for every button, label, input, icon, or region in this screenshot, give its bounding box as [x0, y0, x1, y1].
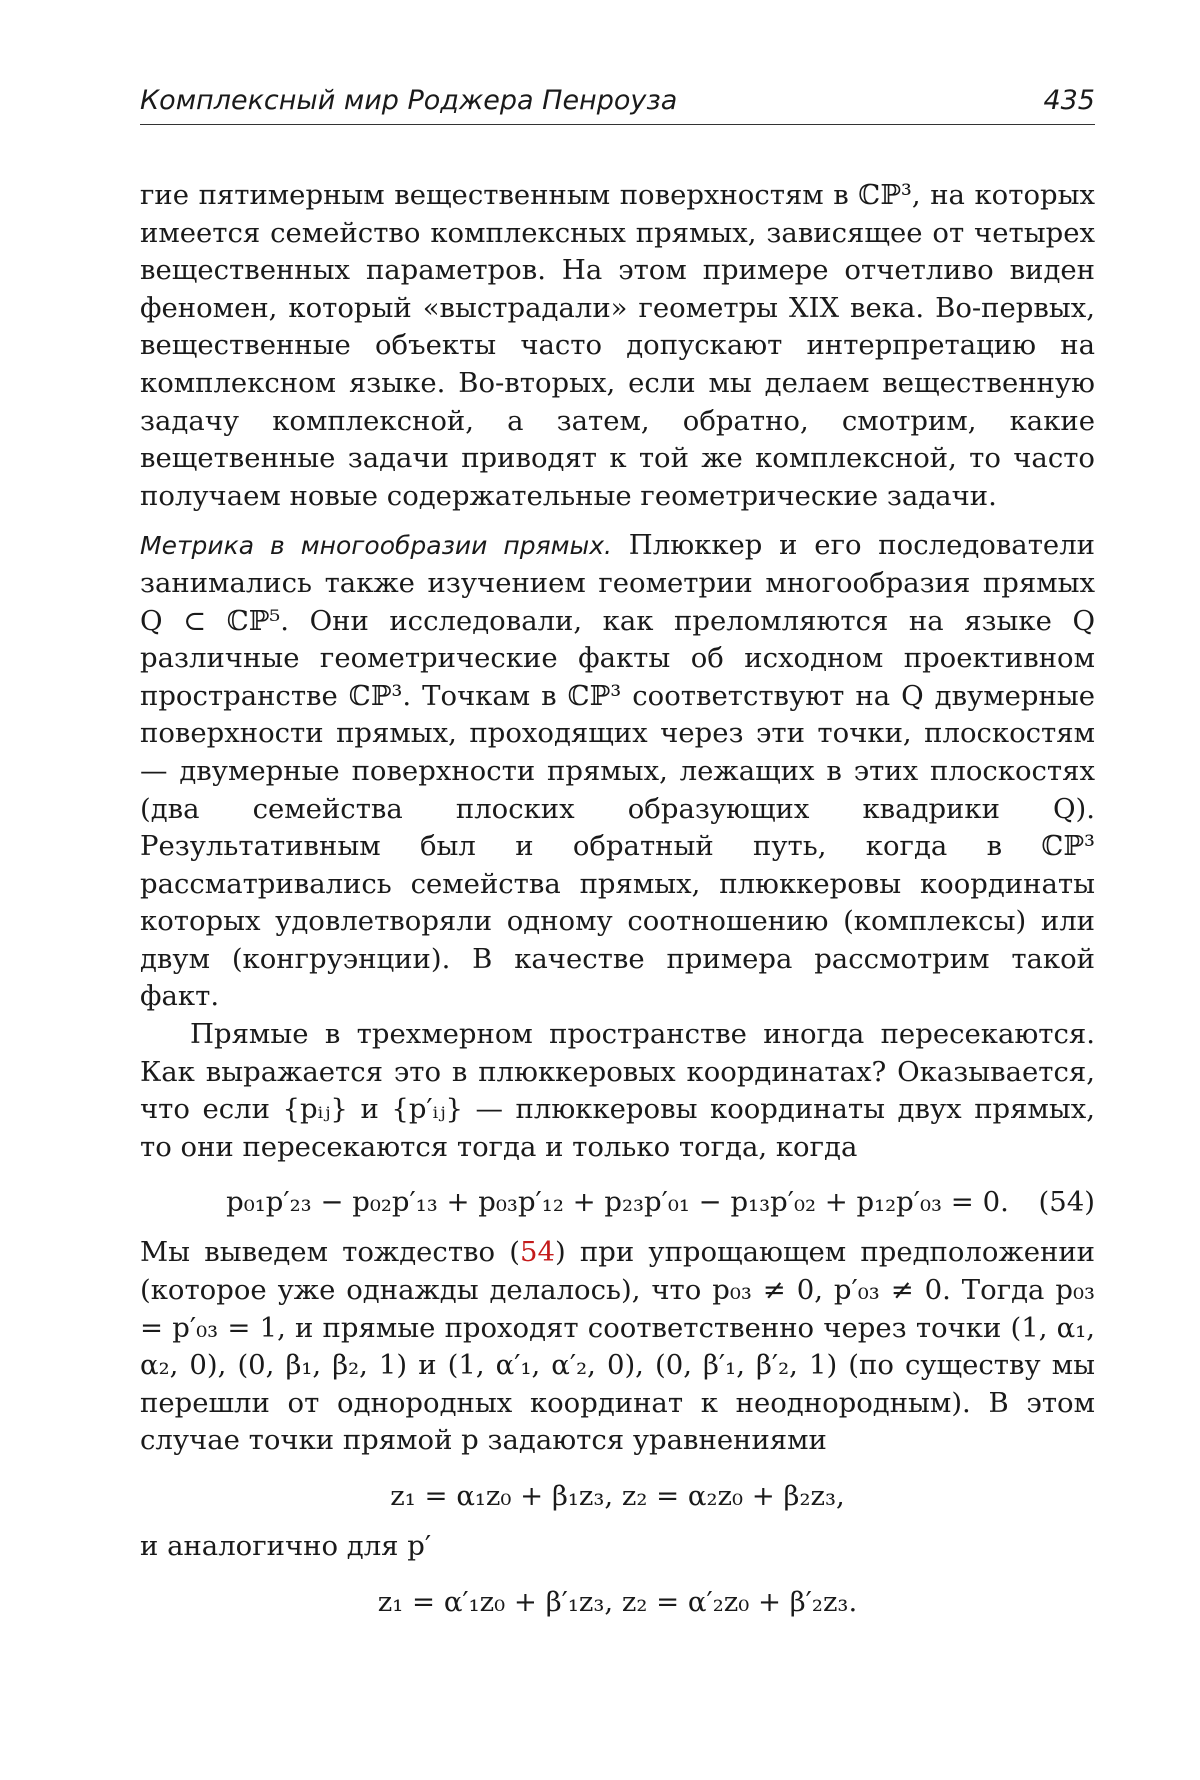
page-number: 435 [1043, 85, 1095, 116]
equation-reference-link[interactable]: 54 [520, 1236, 556, 1269]
section-heading: Метрика в многообразии прямых. [140, 531, 612, 561]
paragraph-2-text: Плюккер и его последователи занимались также изучением геометрии многообразия прямых Q ⊂ ℂℙ⁵. Они исследовали, как преломляются на языке Q различные геометрические факты об исходном проективном пространстве ℂℙ³. Точкам в ℂℙ³ соответствуют на Q двумерные поверхности прямых, проходящих через эти точки, плоскостям — двумерные поверхности прямых, лежащих в этих плоскостях (два семейства плоских образующих квадрики Q). Результативным был и обратный путь, когда в ℂℙ³ рассматривались семейства прямых, плюккеровы координаты которых удовлетворяли одному соотношению (комплексы) или двум (конгруэнции). В качестве примера рассмотрим такой факт. [140, 529, 1095, 1013]
equation-54 [140, 1180, 1095, 1224]
equation-54-body: p₀₁p′₂₃ − p₀₂p′₁₃ + p₀₃p′₁₂ + p₂₃p′₀₁ − p₁₃p′₀₂ + p₁₂p′₀₃ = 0. [226, 1186, 1009, 1219]
running-title: Комплексный мир Роджера Пенроуза [140, 85, 678, 116]
equation-line-p-prime: z₁ = α′₁z₀ + β′₁z₃, z₂ = α′₂z₀ + β′₂z₃. [377, 1585, 858, 1618]
paragraph-1: гие пятимерным вещественным поверхностям в ℂℙ³, на которых имеется семейство комплексных прямых, зависящее от четырех вещественных параметров. На этом примере отчетливо виден феномен, который «выстрадали» геометры XIX века. Во-первых, вещественные объекты часто допускают интерпретацию на комплексном языке. Во-вторых, если мы делаем вещественную задачу комплексной, а затем, обратно, смотрим, какие вещетвенные задачи приводят к той же комплексной, то часто получаем новые содержательные геометрические задачи. [140, 179, 1095, 512]
equation-line-p: z₁ = α₁z₀ + β₁z₃, z₂ = α₂z₀ + β₂z₃, [390, 1480, 845, 1512]
paragraph-4 [140, 1234, 1095, 1460]
equation-54-number: (54) [1038, 1186, 1095, 1219]
paragraph-5: и аналогично для p′ [140, 1530, 432, 1562]
running-header [140, 78, 1095, 125]
paragraph-3: Прямые в трехмерном пространстве иногда пересекаются. Как выражается это в плюккеровых координатах? Оказывается, что если {pᵢⱼ} и {p′ᵢⱼ} — плюккеровы координаты двух прямых, то они пересекаются тогда и только тогда, когда [140, 1018, 1095, 1163]
page-body [140, 177, 1095, 1634]
paragraph-2 [140, 527, 1095, 1016]
paragraph-4-text-a: Мы выведем тождество ( [140, 1236, 521, 1269]
paragraph-4-text-b: ) при упрощающем предположении (которое уже однажды делалось), что p₀₃ ≠ 0, p′₀₃ ≠ 0. Тогда p₀₃ = p′₀₃ = 1, и прямые проходят соответственно через точки (1, α₁, α₂, 0), (0, β₁, β₂, 1) и (1, α′₁, α′₂, 0), (0, β′₁, β′₂, 1) (по существу мы перешли от однородных координат к неоднородным). В этом случае точки прямой p задаются уравнениями [140, 1236, 1095, 1457]
